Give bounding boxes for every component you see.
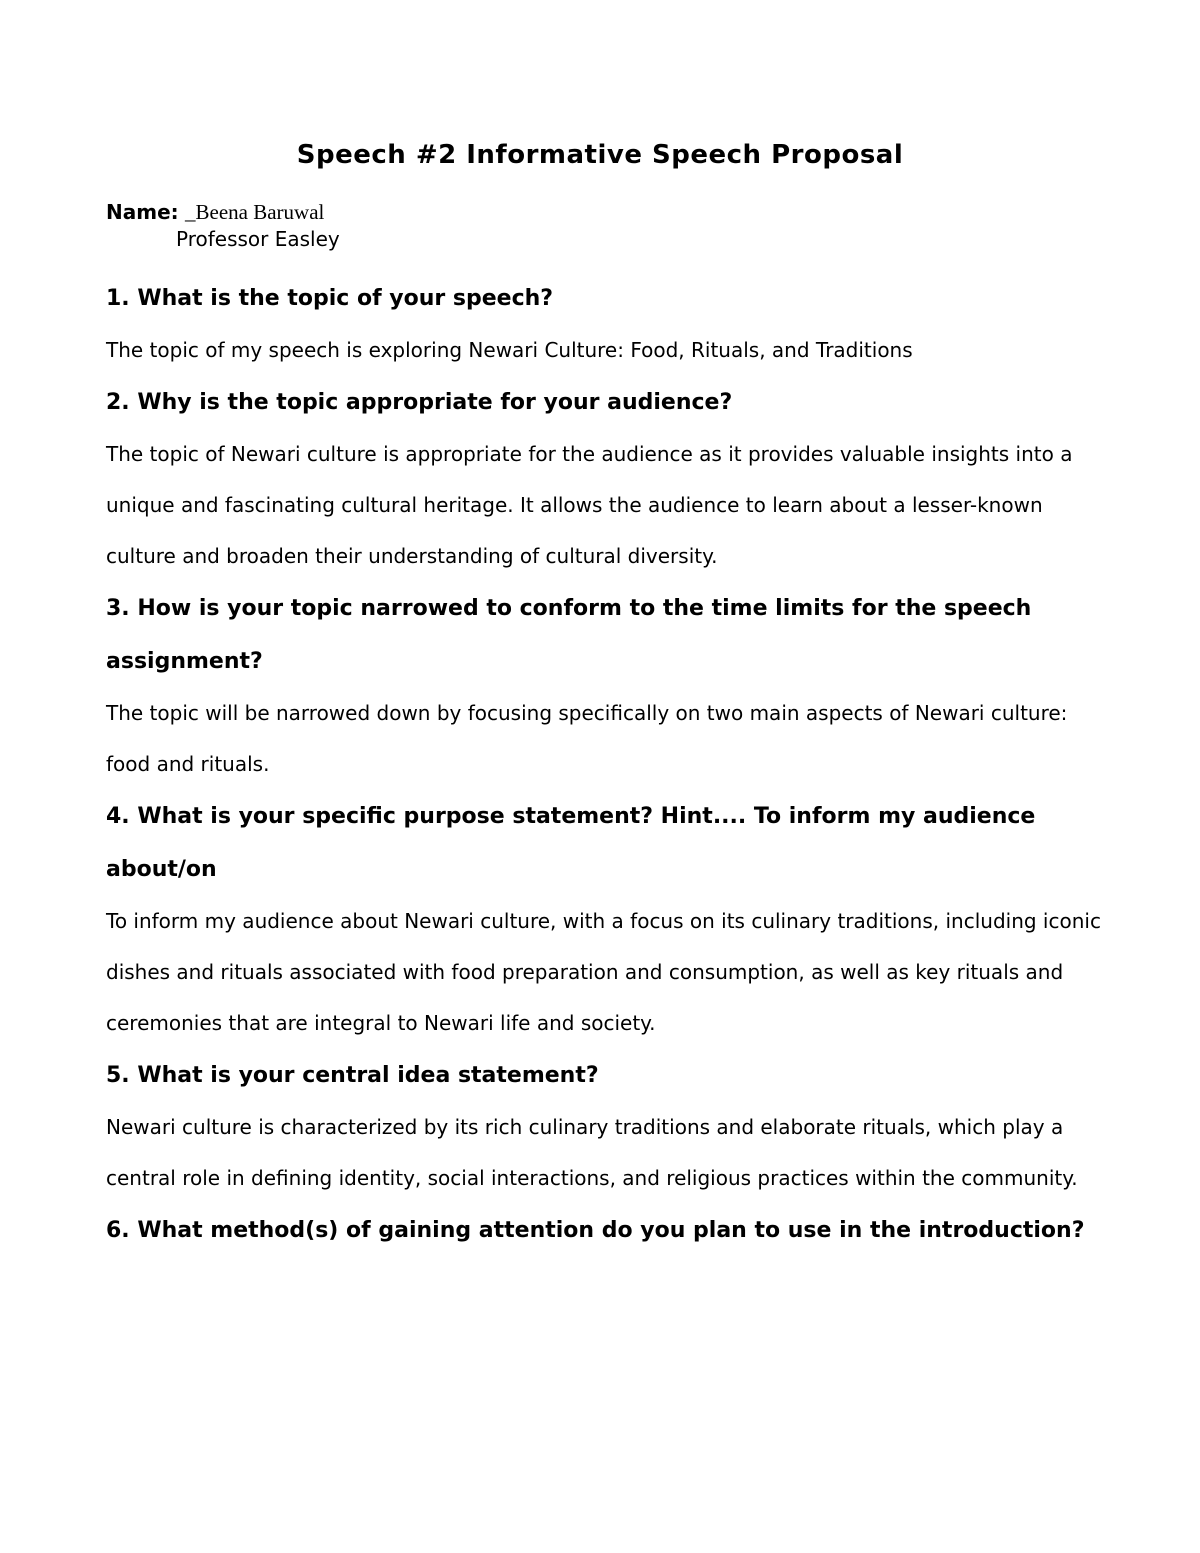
question-1: 1. What is the topic of your speech? xyxy=(106,286,554,311)
name-label: Name: xyxy=(106,200,179,224)
student-name: _Beena Baruwal xyxy=(185,200,325,224)
question-6: 6. What method(s) of gaining attention do you plan to use in the introduction? xyxy=(106,1218,1085,1243)
professor-name: Professor Easley xyxy=(176,227,340,251)
answer-1: The topic of my speech is exploring Newari Culture: Food, Rituals, and Traditions xyxy=(106,338,913,362)
answer-3: The topic will be narrowed down by focusing specifically on two main aspects of Newari culture: food and rituals. xyxy=(106,701,1068,776)
answer-4: To inform my audience about Newari culture, with a focus on its culinary traditions, including iconic dishes and rituals associated with food preparation and consumption, as well as key rituals and ceremonies that are integral to Newari life and society. xyxy=(106,909,1101,1035)
name-line xyxy=(106,199,324,225)
document-title: Speech #2 Informative Speech Proposal xyxy=(296,140,904,170)
answer-2: The topic of Newari culture is appropriate for the audience as it provides valuable insights into a unique and fascinating cultural heritage. It allows the audience to learn about a lesser-known culture and broaden their understanding of cultural diversity. xyxy=(106,442,1073,568)
question-list xyxy=(106,272,1106,1257)
question-5: 5. What is your central idea statement? xyxy=(106,1063,599,1088)
answer-5: Newari culture is characterized by its rich culinary traditions and elaborate rituals, which play a central role in defining identity, social interactions, and religious practices within the community. xyxy=(106,1115,1078,1190)
question-4: 4. What is your specific purpose statement? Hint.... To inform my audience about/on xyxy=(106,804,1036,882)
question-2: 2. Why is the topic appropriate for your audience? xyxy=(106,390,733,415)
question-3: 3. How is your topic narrowed to conform to the time limits for the speech assignment? xyxy=(106,596,1032,674)
